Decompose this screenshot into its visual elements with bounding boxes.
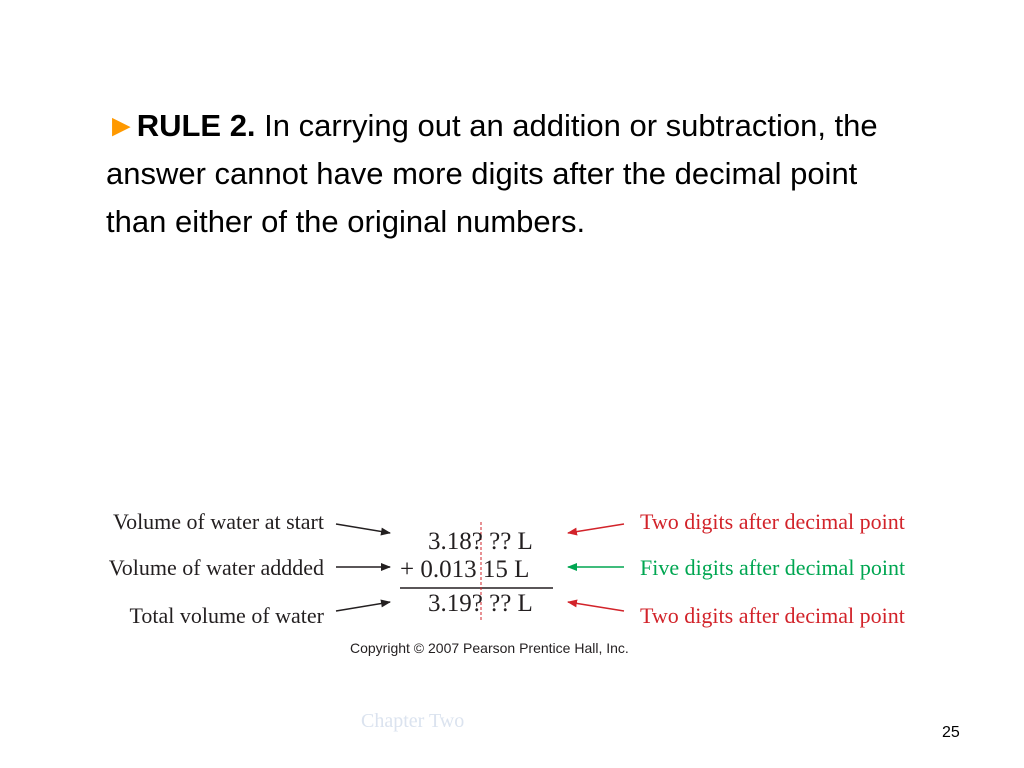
footer-chapter: Chapter Two	[361, 710, 465, 732]
arrow-two-digits-bottom-icon	[568, 602, 624, 611]
label-volume-total: Total volume of water	[129, 603, 324, 628]
number-start: 3.18? ?? L	[428, 528, 533, 555]
rule-body: In carrying out an addition or subtraction, the answer cannot have more digits after the decimal point than either of the original numbers.	[106, 108, 878, 239]
label-two-digits-top: Two digits after decimal point	[640, 509, 905, 534]
number-total: 3.19? ?? L	[428, 590, 533, 617]
arrow-start-icon	[336, 524, 390, 533]
number-added: + 0.013 15 L	[400, 556, 530, 583]
label-five-digits: Five digits after decimal point	[640, 555, 906, 580]
label-volume-start: Volume of water at start	[113, 509, 324, 534]
arrow-total-icon	[336, 602, 390, 611]
arrow-two-digits-top-icon	[568, 524, 624, 533]
page-number: 25	[942, 724, 960, 741]
triangle-bullet-icon: ►	[106, 108, 137, 143]
label-volume-added: Volume of water addded	[108, 555, 324, 580]
copyright-notice: Copyright © 2007 Pearson Prentice Hall, Inc.	[350, 640, 629, 656]
label-two-digits-bottom: Two digits after decimal point	[640, 603, 905, 628]
rule-title: RULE 2.	[136, 108, 256, 143]
